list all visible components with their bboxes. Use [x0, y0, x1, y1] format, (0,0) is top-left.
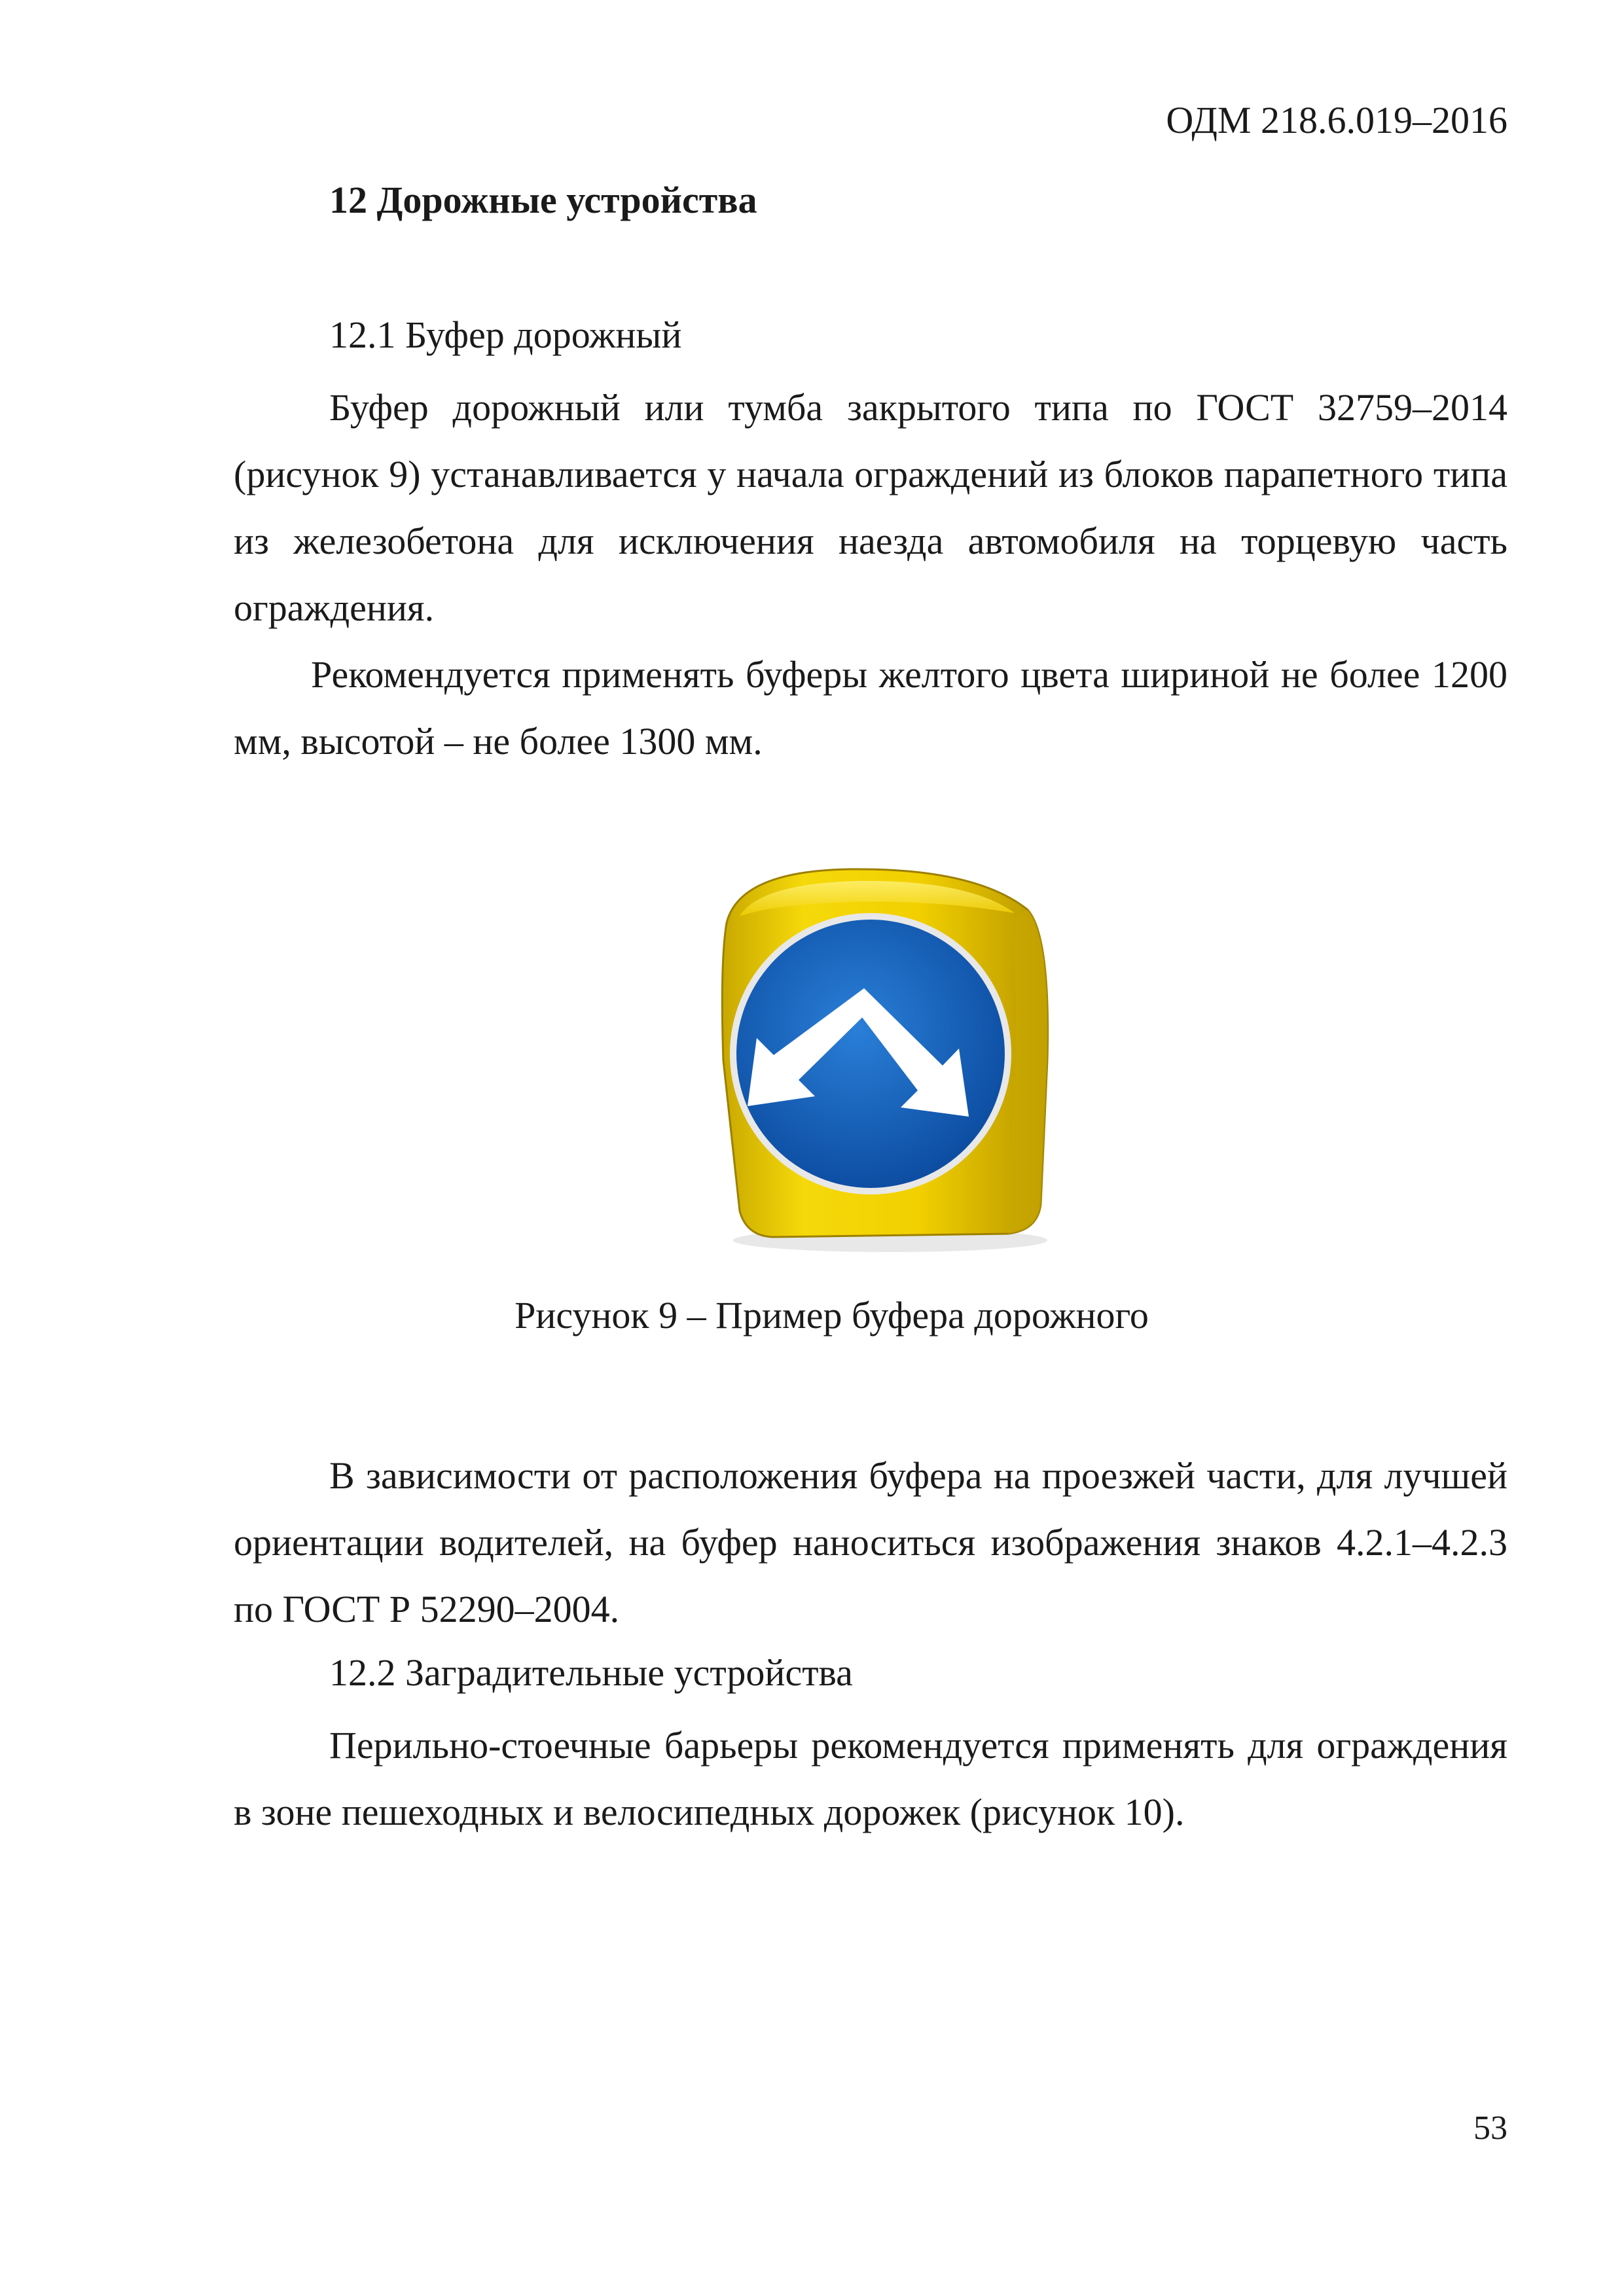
figure-road-buffer	[700, 864, 1067, 1257]
document-code: ОДМ 218.6.019–2016	[1166, 99, 1507, 141]
paragraph-buffer-signs: В зависимости от расположения буфера на проезжей части, для лучшей ориентации водителей, на буфер наноситься изображения знаков 4.2.1–4.2.3 по ГОСТ Р 52290–2004.	[234, 1454, 1507, 1630]
paragraph-buffer-recommendation: Рекомендуется применять буферы желтого цвета шириной не более 1200 мм, высотой – не более 1300 мм.	[234, 653, 1507, 762]
paragraph-buffer-description: Буфер дорожный или тумба закрытого типа по ГОСТ 32759–2014 (рисунок 9) устанавливается у начала ограждений из блоков парапетного типа из железобетона для исключения наезда автомобиля на торцевую часть ограждения.	[234, 386, 1507, 629]
section-heading: 12 Дорожные устройства	[329, 179, 757, 221]
page-number: 53	[1473, 2109, 1507, 2147]
road-buffer-illustration	[700, 864, 1067, 1257]
figure-caption: Рисунок 9 – Пример буфера дорожного	[514, 1294, 1149, 1336]
subsection-title-12-2: 12.2 Заградительные устройства	[329, 1651, 853, 1694]
paragraph-barriers: Перильно-стоечные барьеры рекомендуется применять для ограждения в зоне пешеходных и велосипедных дорожек (рисунок 10).	[234, 1724, 1507, 1833]
subsection-title-12-1: 12.1 Буфер дорожный	[329, 314, 682, 356]
